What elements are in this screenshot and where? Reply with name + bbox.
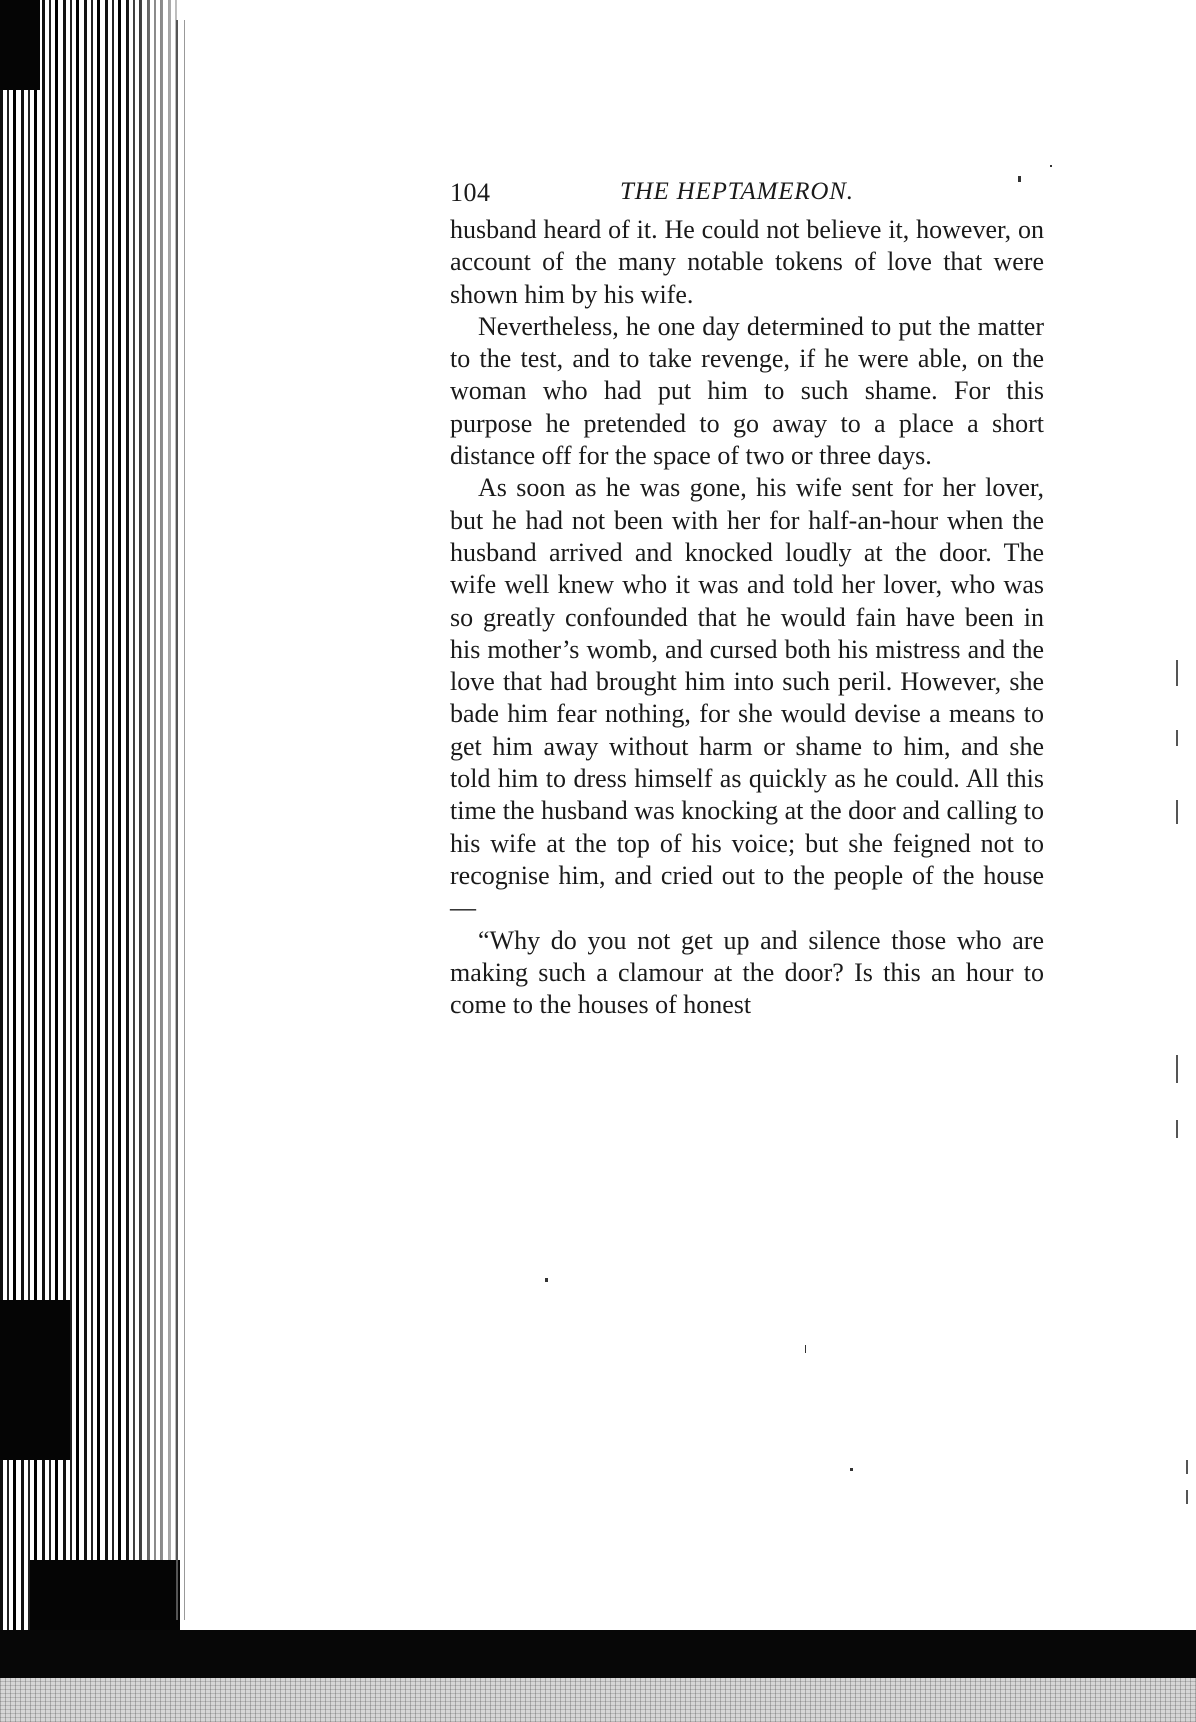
paragraph: Nevertheless, he one day determined to put the matter to the test, and to take revenge, if he were able, on the woman who had put him to such shame. For this purpose he pretended to go away to a place a short distance off for the space of two or three days. bbox=[450, 311, 1044, 471]
scan-speckle-noise bbox=[0, 1678, 1196, 1722]
paragraph: As soon as he was gone, his wife sent for her lover, but he had not been with her for half-an-hour when the husband arrived and knocked loudly at the door. The wife well knew who it was and told her lover, who was so greatly confounded that he would fain have been in his mother’s womb, and cursed both his mistress and the love that had brought him into such peril. However, she bade him fear nothing, for she would devise a means to get him away without harm or shame to him, and she told him to dress himself as quickly as he could. All this time the husband was knocking at the door and calling to his wife at the top of his voice; but she feigned not to recognise him, and cried out to the people of the house— bbox=[450, 473, 1044, 923]
scan-shadow-band bbox=[0, 1630, 1196, 1678]
scan-speck bbox=[850, 1468, 853, 1471]
paragraph: husband heard of it. He could not believe it, however, on account of the many notable tokens of love that were shown him by his wife. bbox=[450, 215, 1044, 309]
scan-speck bbox=[805, 1345, 806, 1353]
scan-margin-mark bbox=[1176, 660, 1178, 686]
scan-margin-mark bbox=[1186, 1460, 1188, 1474]
scan-margin-mark bbox=[1176, 1055, 1178, 1083]
book-page bbox=[450, 178, 1044, 1021]
scan-speck bbox=[545, 1278, 548, 1282]
scan-shadow-lower bbox=[0, 1300, 70, 1460]
page-edge-line bbox=[176, 20, 178, 1620]
body-text bbox=[450, 214, 1044, 1021]
scan-margin-mark bbox=[1176, 800, 1178, 824]
book-binding-edge bbox=[0, 0, 190, 1722]
scan-margin-mark bbox=[1176, 730, 1178, 746]
scan-bottom-band bbox=[0, 1630, 1196, 1722]
scan-shadow-top bbox=[0, 0, 40, 90]
scan-margin-mark bbox=[1176, 1120, 1178, 1138]
running-head bbox=[450, 178, 1044, 212]
page-edge-line-faint bbox=[184, 20, 185, 1620]
scan-shadow-bottom bbox=[30, 1560, 180, 1630]
page-number: 104 bbox=[450, 178, 491, 207]
scan-speck bbox=[1050, 165, 1052, 167]
running-title: THE HEPTAMERON. bbox=[620, 178, 854, 205]
scan-margin-mark bbox=[1186, 1490, 1188, 1504]
paragraph: “Why do you not get up and silence those who are making such a clamour at the door? Is this an hour to come to the houses of honest bbox=[450, 925, 1044, 1020]
